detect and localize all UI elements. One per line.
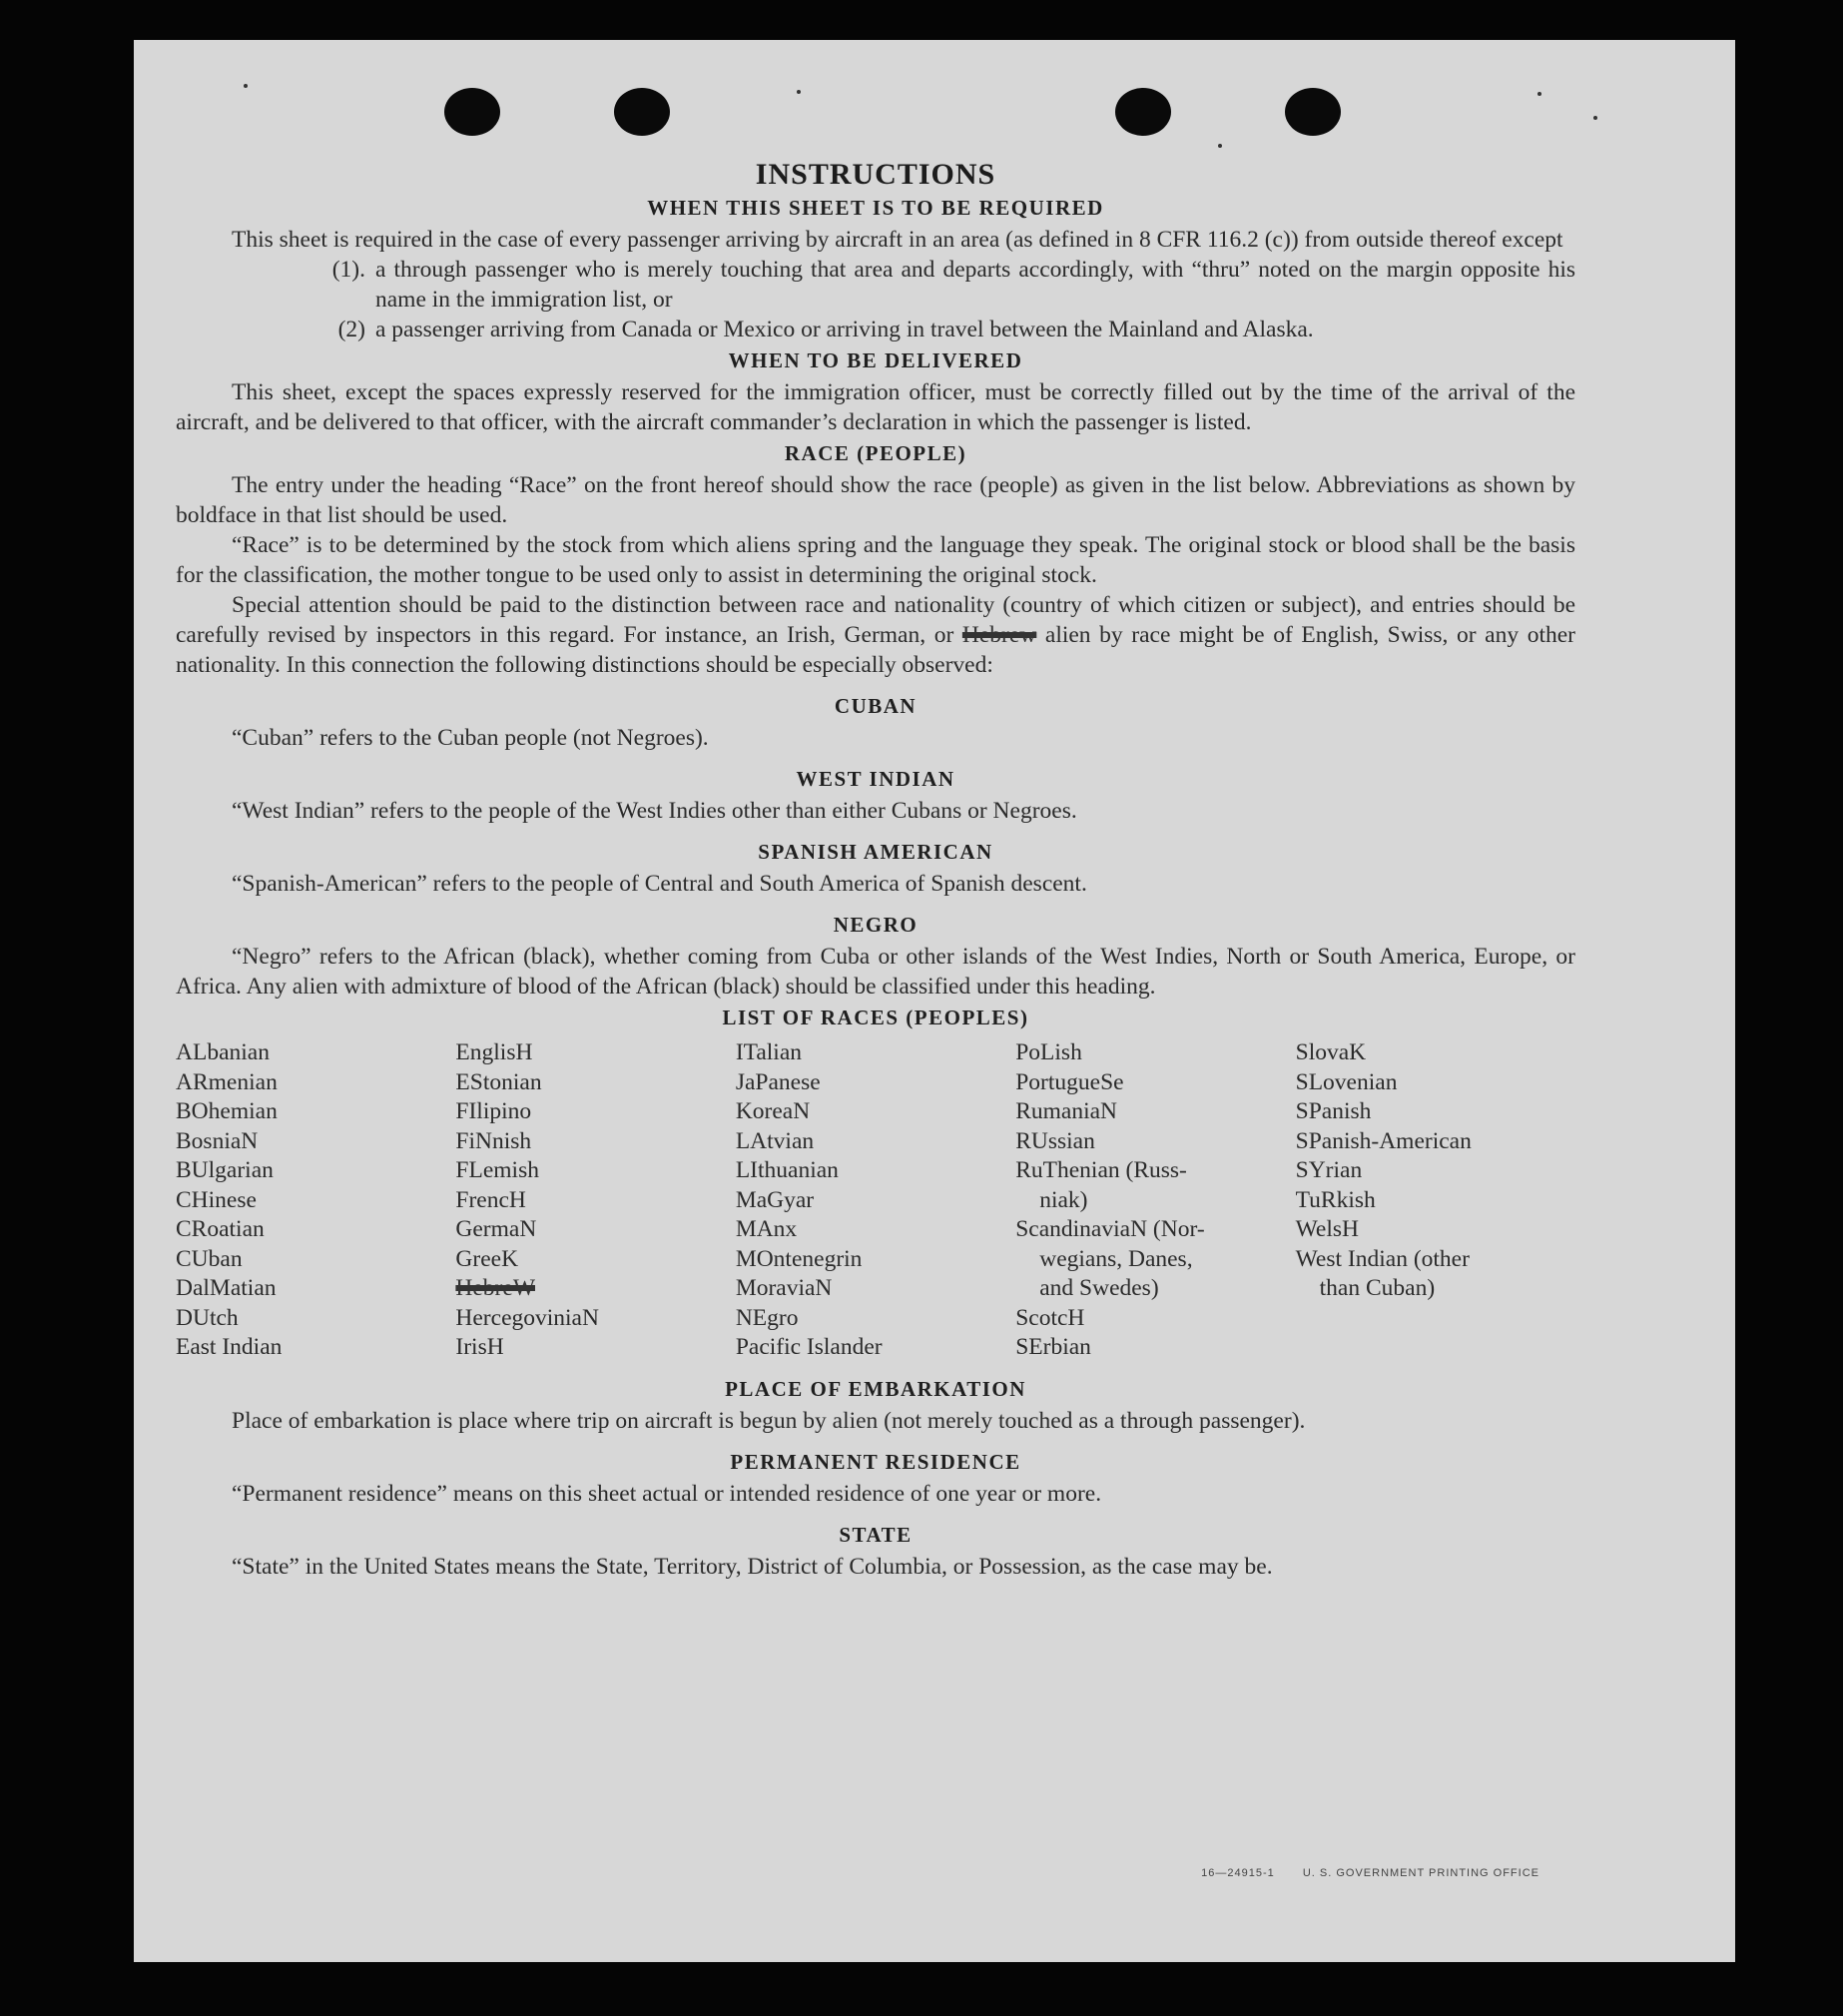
race-entry: FiNnish: [455, 1127, 532, 1154]
delivered-text: This sheet, except the spaces expressly reserved for the immigration officer, must be correctly filled out by the time of the arrival of the aircraft, and be delivered to that officer, with the aircraft commander’s declaration in which the passenger is listed.: [176, 379, 1575, 435]
race-entry: DalMatian: [176, 1275, 277, 1301]
item-number: (1).: [331, 257, 365, 283]
embarkation-text: Place of embarkation is place where trip on aircraft is begun by alien (not merely touched as a through passenger).: [232, 1407, 1306, 1434]
race-entry: RUssian: [1015, 1127, 1095, 1154]
speck: [1537, 92, 1541, 96]
speck: [1593, 116, 1597, 120]
race-entry-continued: niak): [1039, 1186, 1088, 1213]
races-column-4: [1015, 1038, 1295, 1363]
race-entry: Pacific Islander: [735, 1334, 883, 1360]
form-number: 16—24915-1: [1201, 1867, 1275, 1879]
punch-hole: [614, 88, 670, 136]
race-entry: BUlgarian: [176, 1157, 274, 1183]
section-heading-spanish-american: SPANISH AMERICAN: [758, 840, 993, 864]
race-entry: WelsH: [1295, 1216, 1359, 1242]
race-entry: FLemish: [455, 1157, 539, 1183]
page-title: INSTRUCTIONS: [755, 158, 996, 191]
speck: [244, 84, 248, 88]
race-entry: EStonian: [455, 1068, 542, 1095]
race-entry: SlovaK: [1295, 1039, 1367, 1065]
race-entry: FrencH: [455, 1186, 526, 1213]
race-entry: RumaniaN: [1015, 1098, 1118, 1124]
race-entry: PoLish: [1015, 1039, 1082, 1065]
races-column-5: [1296, 1038, 1575, 1363]
race-entry: CRoatian: [176, 1216, 265, 1242]
race-entry: MAnx: [735, 1216, 798, 1242]
race-entry: LIthuanian: [735, 1157, 839, 1183]
item-number: (2): [337, 317, 365, 342]
race-entry: SPanish-American: [1295, 1127, 1472, 1154]
race-entry: KoreaN: [735, 1098, 811, 1124]
section-heading-race: RACE (PEOPLE): [784, 441, 967, 465]
exception-item-2: [176, 315, 1575, 344]
cuban-text: “Cuban” refers to the Cuban people (not Negroes).: [232, 725, 709, 751]
race-entry: NEgro: [735, 1304, 799, 1331]
race-entry: East Indian: [176, 1334, 283, 1360]
race-entry: SLovenian: [1295, 1068, 1398, 1095]
printer-name: U. S. GOVERNMENT PRINTING OFFICE: [1302, 1867, 1539, 1879]
west-indian-text: “West Indian” refers to the people of the West Indies other than either Cubans or Negroes.: [232, 798, 1077, 824]
section-heading-cuban: CUBAN: [834, 694, 918, 718]
race-entry-continued: and Swedes): [1039, 1275, 1159, 1301]
race-paragraph-1: The entry under the heading “Race” on the front hereof should show the race (people) as given in the list below. Abbreviations as shown by boldface in that list should be used.: [176, 472, 1575, 528]
race-paragraph-3-a: Special attention should be paid to the distinction between race and nationality (country of which citizen or subject), and entries should be carefully revised by inspectors in this regard. For instance, an Irish, German, or: [176, 592, 1575, 648]
section-heading-west-indian: WEST INDIAN: [796, 767, 955, 791]
punch-hole: [1285, 88, 1341, 136]
exception-item-1: [176, 255, 1575, 315]
races-list: [176, 1038, 1575, 1363]
race-entry: GreeK: [455, 1245, 519, 1272]
punch-hole: [1115, 88, 1171, 136]
race-entry: MaGyar: [735, 1186, 815, 1213]
race-entry: West Indian (other: [1295, 1245, 1470, 1272]
race-entry: GermaN: [455, 1216, 537, 1242]
races-column-1: [176, 1038, 455, 1363]
race-paragraph-2: “Race” is to be determined by the stock from which aliens spring and the language they speak. The original stock or blood shall be the basis for the classification, the mother tongue to be used only to assist in determining the original stock.: [176, 532, 1575, 588]
spanish-american-text: “Spanish-American” refers to the people of Central and South America of Spanish descent.: [232, 871, 1087, 897]
race-entry: ScotcH: [1015, 1304, 1085, 1331]
race-entry: DUtch: [176, 1304, 239, 1331]
race-entry: ALbanian: [176, 1039, 270, 1065]
item-text: a passenger arriving from Canada or Mexico or arriving in travel between the Mainland and Alaska.: [375, 317, 1314, 342]
race-paragraph-3: [176, 590, 1575, 680]
race-entry: CHinese: [176, 1186, 257, 1213]
instruction-sheet: [134, 40, 1735, 1962]
struck-word: Hebrew: [961, 622, 1037, 648]
section-heading-state: STATE: [839, 1522, 913, 1547]
race-entry: ScandinaviaN (Nor-: [1015, 1216, 1205, 1242]
race-entry: BosniaN: [176, 1127, 259, 1154]
state-text: “State” in the United States means the State, Territory, District of Columbia, or Possession, as the case may be.: [232, 1553, 1273, 1580]
races-column-3: [736, 1038, 1015, 1363]
section-heading-embarkation: PLACE OF EMBARKATION: [725, 1376, 1026, 1401]
race-entry: FIlipino: [455, 1098, 532, 1124]
race-entry: SErbian: [1015, 1334, 1091, 1360]
race-entry: LAtvian: [735, 1127, 815, 1154]
race-entry: EnglisH: [455, 1039, 533, 1065]
required-intro: This sheet is required in the case of every passenger arriving by aircraft in an area (as defined in 8 CFR 116.2 (c)) from outside thereof except: [232, 227, 1563, 253]
race-entry-continued: wegians, Danes,: [1039, 1245, 1193, 1272]
race-entry: SPanish: [1295, 1098, 1372, 1124]
section-heading-delivered: WHEN TO BE DELIVERED: [728, 348, 1023, 372]
section-heading-residence: PERMANENT RESIDENCE: [730, 1449, 1021, 1474]
residence-text: “Permanent residence” means on this sheet actual or intended residence of one year or more.: [232, 1480, 1102, 1507]
speck: [1218, 144, 1222, 148]
section-heading-negro: NEGRO: [833, 913, 919, 937]
race-paragraph-3-b: alien by race might be of English, Swiss, or any other nationality. In this connection the following distinctions should be especially observed:: [176, 622, 1576, 678]
race-entry: MoraviaN: [735, 1275, 833, 1301]
race-entry: PortugueSe: [1015, 1068, 1124, 1095]
race-entry: JaPanese: [735, 1068, 821, 1095]
punch-hole: [444, 88, 500, 136]
race-entry: IrisH: [455, 1334, 504, 1360]
race-entry: MOntenegrin: [735, 1245, 863, 1272]
race-entry: ARmenian: [176, 1068, 278, 1095]
races-column-2: [455, 1038, 735, 1363]
section-heading-required: WHEN THIS SHEET IS TO BE REQUIRED: [647, 196, 1104, 220]
item-text: a through passenger who is merely touching that area and departs accordingly, with “thru” noted on the margin opposite his name in the immigration list, or: [375, 257, 1575, 313]
race-entry-continued: than Cuban): [1319, 1275, 1436, 1301]
race-entry: HercegoviniaN: [455, 1304, 599, 1331]
speck: [797, 90, 801, 94]
negro-text: “Negro” refers to the African (black), whether coming from Cuba or other islands of the West Indies, North or South America, Europe, or Africa. Any alien with admixture of blood of the African (black) should be classified under this heading.: [176, 944, 1575, 1000]
race-entry: ITalian: [735, 1039, 803, 1065]
race-entry: TuRkish: [1295, 1186, 1376, 1213]
race-entry-struck: HebreW: [455, 1275, 535, 1301]
list-of-races-heading: LIST OF RACES (PEOPLES): [722, 1006, 1029, 1029]
race-entry: CUban: [176, 1245, 243, 1272]
race-entry: SYrian: [1295, 1157, 1363, 1183]
race-entry: RuThenian (Russ-: [1015, 1157, 1187, 1183]
race-entry: BOhemian: [176, 1098, 278, 1124]
printer-footer: [1177, 1867, 1539, 1879]
